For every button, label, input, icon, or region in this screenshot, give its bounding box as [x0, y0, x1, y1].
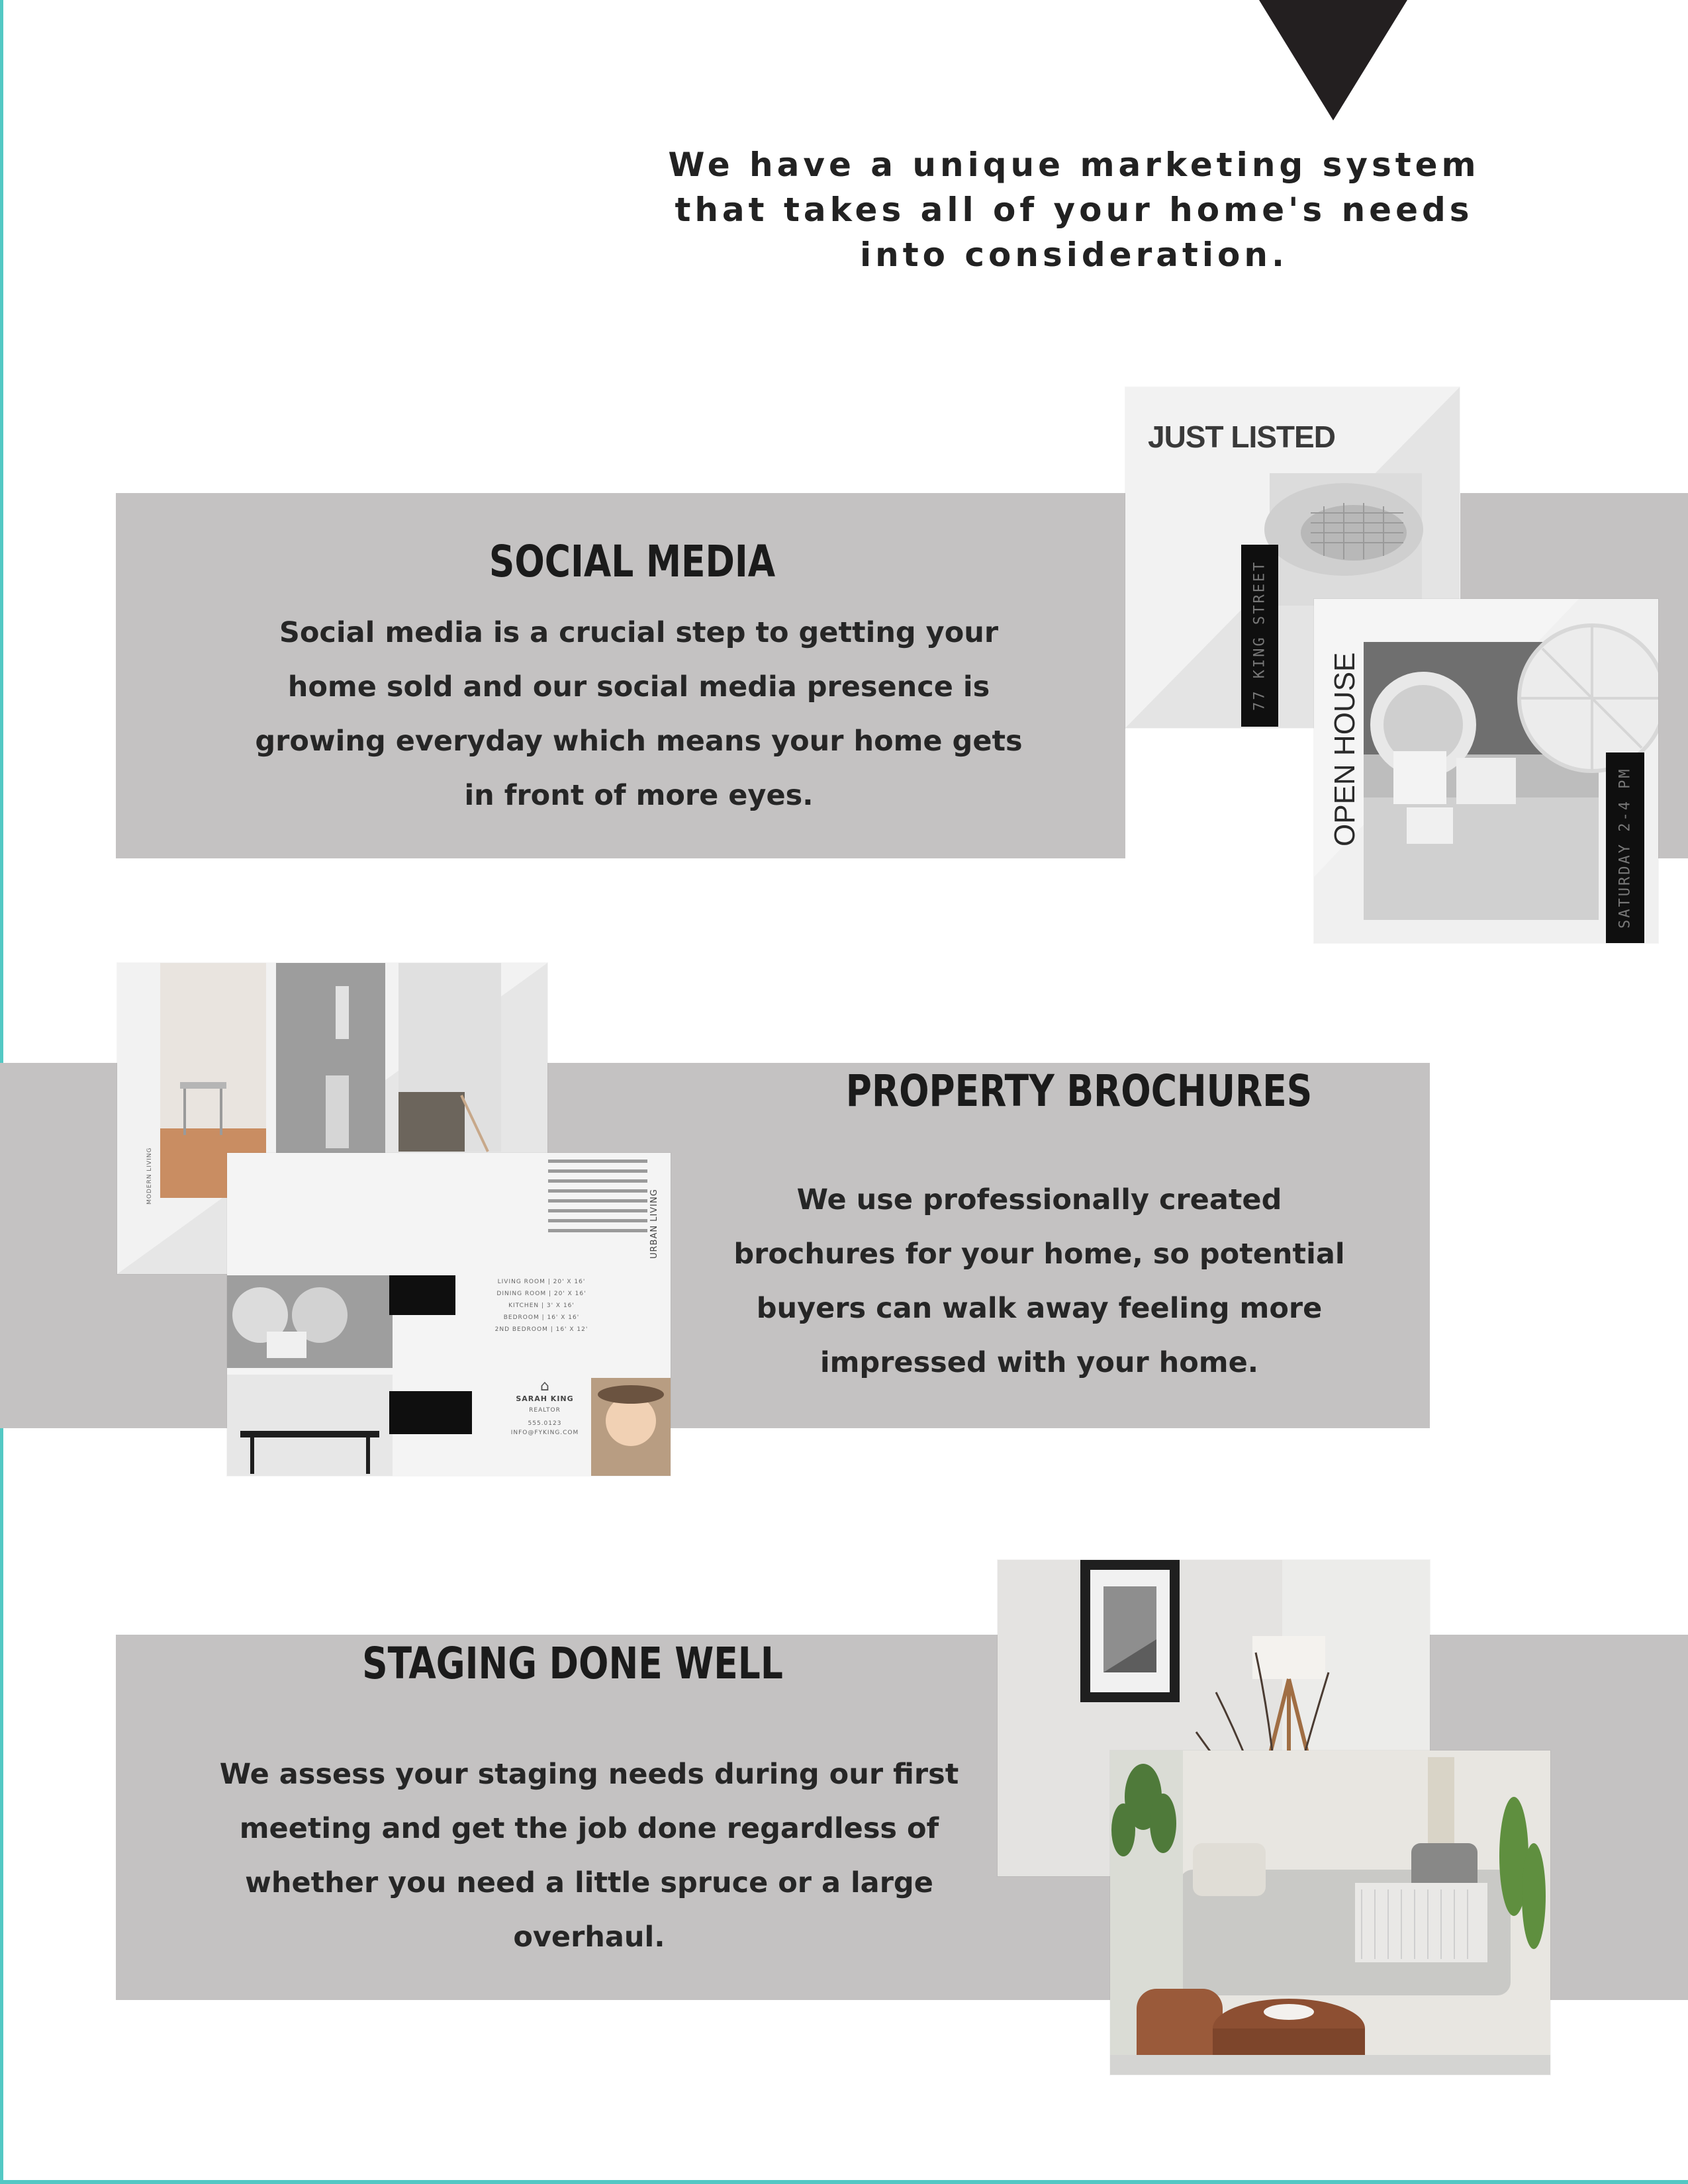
brochures-body: We use professionally created brochures for your home, so potential buyers can walk away feeling more impressed with your home. — [733, 1183, 1345, 1379]
brochure-room-list — [489, 1279, 594, 1333]
brochure-side-label: MODERN LIVING — [146, 1147, 153, 1205]
decorative-triangle — [1259, 0, 1407, 120]
staging-photo-sofa-graphic — [1110, 1751, 1550, 2075]
room-line: LIVING ROOM | 20' X 16' — [497, 1279, 586, 1285]
brochure-inner — [227, 1153, 671, 1476]
staging-photo-sofa — [1110, 1751, 1550, 2075]
brochure-urban-label: URBAN LIVING — [649, 1189, 659, 1259]
room-line: 2ND BEDROOM | 16' X 12' — [494, 1326, 588, 1333]
open-house-card — [1314, 599, 1658, 943]
open-house-date-bar: SATURDAY 2-4 PM — [1606, 752, 1644, 943]
room-line: KITCHEN | 3' X 16' — [508, 1302, 575, 1309]
agent-name: SARAH KING — [516, 1394, 574, 1403]
brochures-heading: PROPERTY BROCHURES — [845, 1066, 1313, 1116]
intro-text: We have a unique marketing system that takes all of your home's needs into consideration. — [668, 146, 1480, 274]
room-line: DINING ROOM | 20' X 16' — [496, 1291, 586, 1297]
brochure-inner-graphic — [227, 1153, 671, 1476]
brochure-agent-block — [505, 1378, 585, 1436]
social-media-body: Social media is a crucial step to getting your home sold and our social media presence is growing everyday which means your home gets in front of more eyes. — [255, 616, 1023, 812]
agent-phone: 555.0123 — [528, 1420, 562, 1427]
open-house-headline: OPEN HOUSE — [1329, 652, 1361, 846]
staging-body: We assess your staging needs during our first meeting and get the job done regardless of whether you need a little spruce or a large overhaul. — [219, 1758, 959, 1954]
agent-title: REALTOR — [529, 1407, 561, 1414]
agent-email: INFO@FYKING.COM — [510, 1430, 579, 1436]
just-listed-headline: JUST LISTED — [1148, 420, 1335, 454]
social-media-heading: SOCIAL MEDIA — [489, 536, 776, 587]
staging-heading: STAGING DONE WELL — [362, 1638, 783, 1689]
house-logo-icon: ⌂ — [540, 1378, 549, 1394]
just-listed-address-bar: 77 KING STREET — [1241, 545, 1278, 727]
page-edge-bottom — [0, 2180, 1688, 2184]
room-line: BEDROOM | 16' X 16' — [503, 1314, 580, 1321]
